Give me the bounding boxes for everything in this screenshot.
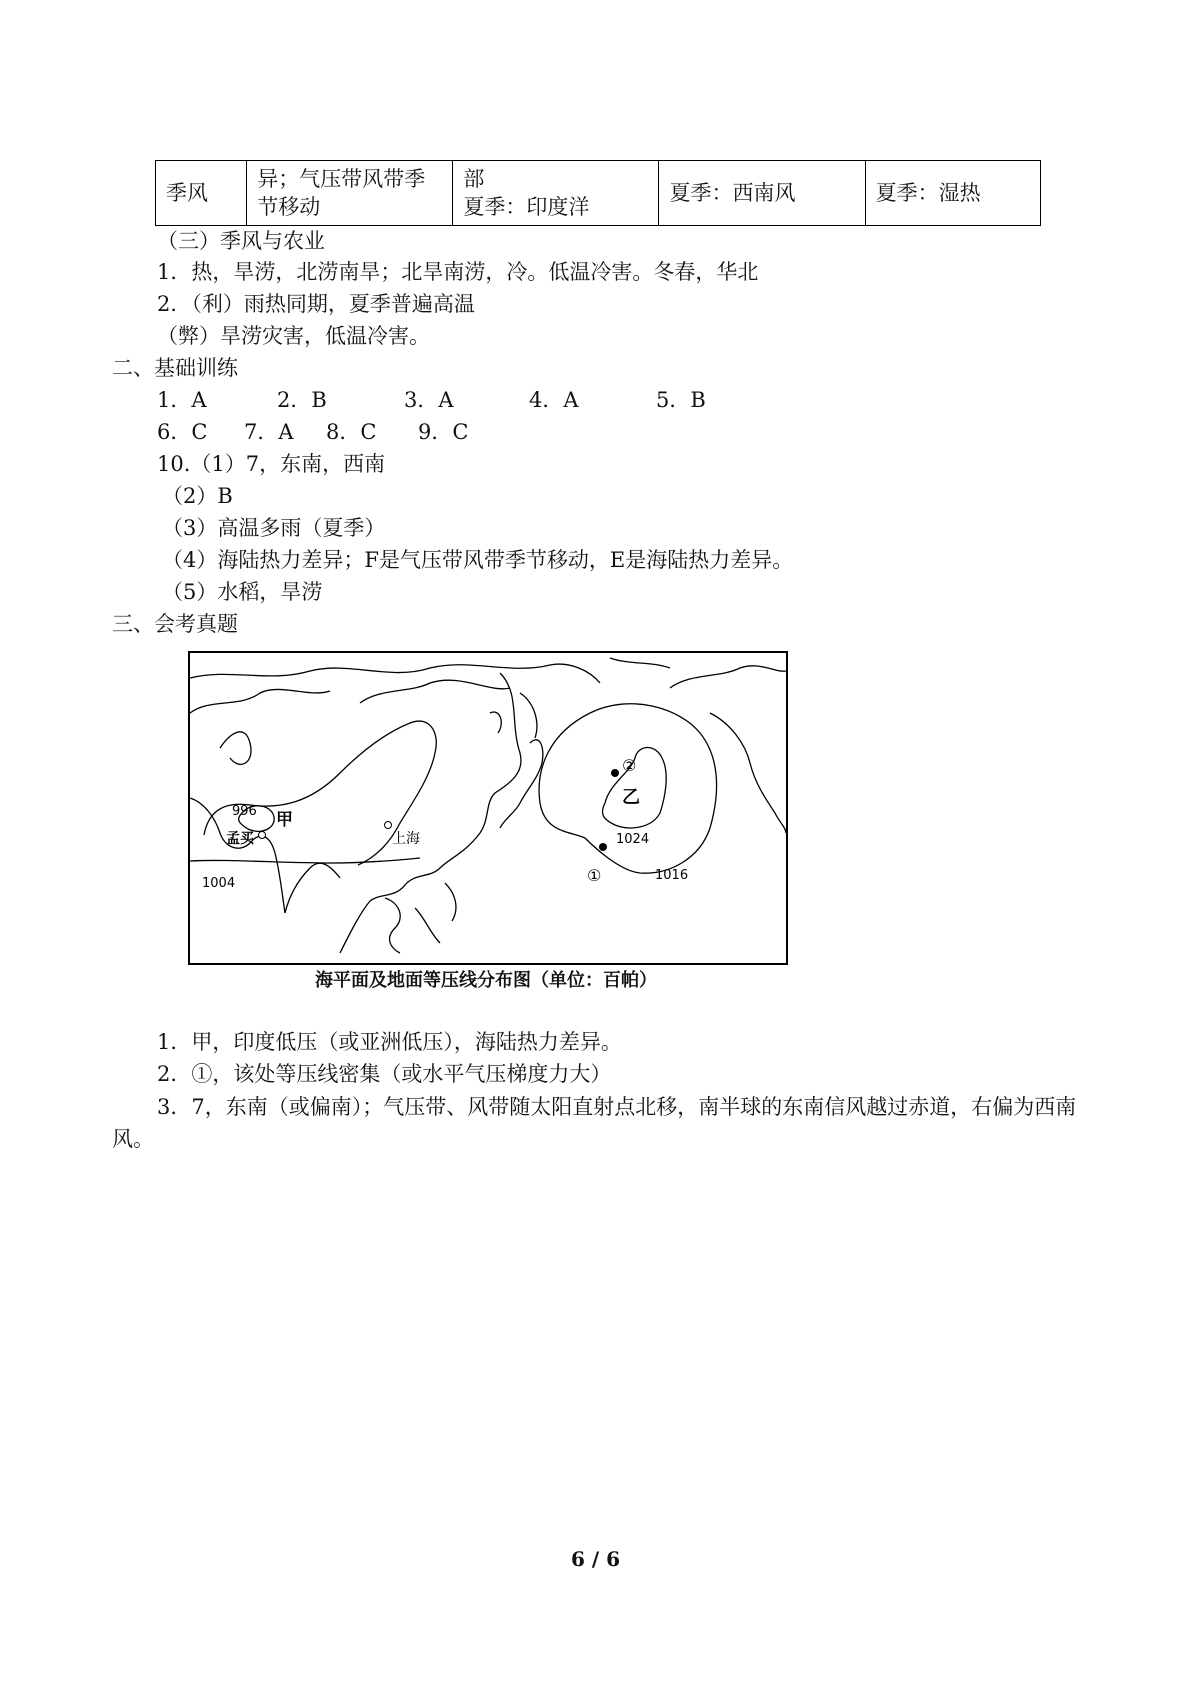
coastline [220,732,251,765]
table-cell: 部 夏季：印度洋 [453,161,659,226]
label-1016: 1016 [655,868,689,883]
page-number: 6 / 6 [570,1547,621,1571]
label-jia: 甲 [276,810,293,830]
coastline [190,689,330,713]
answer-item: 8．C [326,420,377,444]
label-yi: 乙 [622,787,640,808]
isobar-map [188,651,788,965]
section-heading: 三、会考真题 [112,612,238,636]
answer-line: （弊）旱涝灾害，低温冷害。 [157,324,430,348]
coastline [500,740,543,828]
table-cell: 夏季：西南风 [659,161,865,226]
answer-line: 1．甲，印度低压（或亚洲低压），海陆热力差异。 [157,1030,622,1054]
answer-item: 6．C [157,420,208,444]
answer-item: 3．A [404,388,454,412]
coastline [710,713,786,833]
answer-item: 7．A [244,420,294,444]
label-circle-1: ① [587,866,602,885]
answer-item: 2．B [277,388,327,412]
coastline [415,908,440,943]
coastline [480,673,521,833]
coastline [385,898,400,953]
high-point-1 [599,843,607,851]
answer-line: （5）水稻，旱涝 [162,580,323,604]
table-cell [247,161,453,226]
coastline [520,693,537,738]
answer-paragraph: 3．7，东南（或偏南）；气压带、风带随太阳直射点北移，南半球的东南信风越过赤道，右偏为西南风。 [112,1095,1077,1151]
coastline [285,863,340,913]
coastline [190,664,600,683]
label-1004: 1004 [202,876,236,891]
answer-item: 9．C [418,420,469,444]
answer-item: 1．A [157,388,207,412]
table-row [156,161,1041,226]
coastline [610,658,670,668]
answer-line: 1．热，旱涝，北涝南旱；北旱南涝，冷。低温冷害。冬春，华北 [157,260,759,284]
coastline [360,680,510,703]
map-drawing [190,653,786,963]
shanghai-point [385,822,392,829]
label-circle-2: ② [622,756,637,775]
label-996: 996 [232,804,257,819]
answer-row [0,418,1191,448]
answer-item: 4．A [529,388,579,412]
answer-line: 2．①，该处等压线密集（或水平气压梯度力大） [157,1062,612,1086]
map-caption: 海平面及地面等压线分布图（单位：百帕） [315,970,657,991]
answer-row [0,386,1191,416]
coastline [490,712,501,733]
answer-line: 2．（利）雨热同期，夏季普遍高温 [157,292,475,316]
answer-line: 10.（1）7，东南，西南 [157,452,386,476]
coastline [670,666,786,688]
isobar-equatorial [190,858,420,863]
section-heading: 二、基础训练 [112,356,238,380]
section-heading: （三）季风与农业 [157,229,325,253]
table-cell: 夏季：湿热 [865,161,1040,226]
high-point-2 [611,769,619,777]
label-1024: 1024 [616,832,650,847]
label-mengmai: 孟买 [226,831,254,847]
monsoon-table [155,160,1041,226]
coastline [445,883,456,921]
mengmai-point [259,832,266,839]
answer-item: 5．B [656,388,706,412]
label-shanghai: 上海 [392,831,420,847]
answer-line: （2）B [162,484,233,508]
answer-line: （3）高温多雨（夏季） [162,516,386,540]
table-cell-text: 异；气压带风带季节移动 [257,167,426,219]
answer-line: （4）海陆热力差异；F是气压带风带季节移动，E是海陆热力差异。 [162,548,794,572]
table-cell: 季风 [156,161,247,226]
coastline [340,901,370,953]
